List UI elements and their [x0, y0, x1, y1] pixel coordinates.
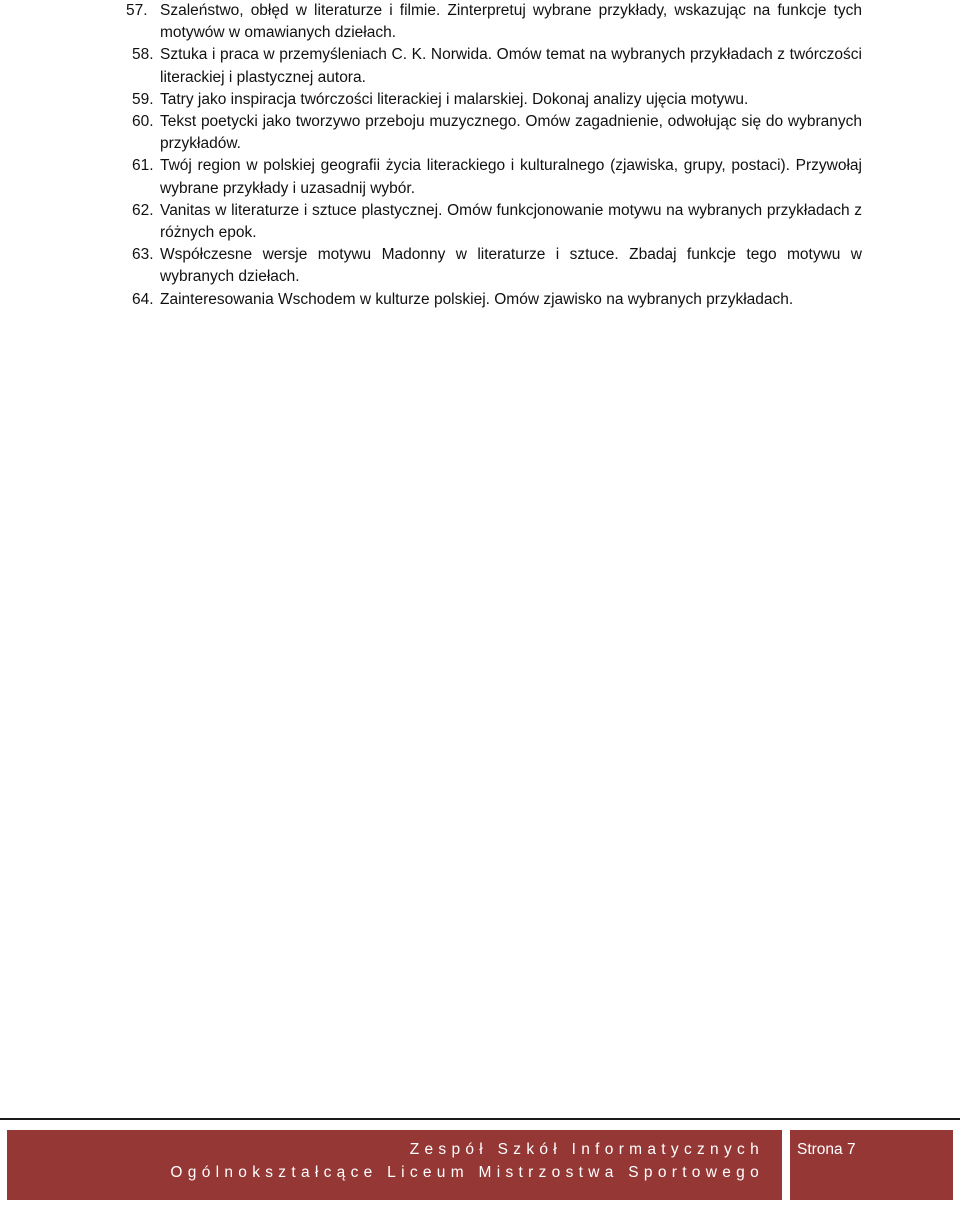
footer-bar [7, 1130, 953, 1200]
item-text: Szaleństwo, obłęd w literaturze i filmie. Zinterpretuj wybrane przykłady, wskazując na funkcje tych motywów w omawianych dziełach. [160, 2, 862, 42]
footer-divider [782, 1130, 790, 1200]
page-number: Strona 7 [797, 1141, 856, 1158]
list-item [126, 289, 862, 311]
item-number: 63. [132, 246, 154, 264]
topic-list [126, 0, 862, 311]
list-item [126, 44, 862, 88]
item-text: Tatry jako inspiracja twórczości literackiej i malarskiej. Dokonaj analizy ujęcia motywu. [160, 90, 749, 108]
item-text: Sztuka i praca w przemyśleniach C. K. Norwida. Omów temat na wybranych przykładach z twórczości literackiej i plastycznej autora. [160, 46, 862, 86]
school-name-line1: Zespół Szkół Informatycznych [409, 1141, 764, 1158]
list-item [126, 0, 862, 44]
item-number: 61. [132, 157, 154, 175]
item-text: Tekst poetycki jako tworzywo przeboju muzycznego. Omów zagadnienie, odwołując się do wybranych przykładów. [160, 113, 862, 153]
school-name [7, 1138, 764, 1184]
list-item [126, 89, 862, 111]
item-number: 57. [126, 2, 148, 19]
item-number: 64. [132, 290, 154, 308]
school-name-line2: Ogólnokształcące Liceum Mistrzostwa Sportowego [170, 1164, 764, 1181]
item-text: Twój region w polskiej geografii życia literackiego i kulturalnego (zjawiska, grupy, postaci). Przywołaj wybrane przykłady i uzasadnij wybór. [160, 157, 862, 197]
list-item [126, 155, 862, 199]
item-text: Vanitas w literaturze i sztuce plastycznej. Omów funkcjonowanie motywu na wybranych przykładach z różnych epok. [160, 201, 862, 242]
list-item [126, 244, 862, 288]
item-number: 62. [132, 201, 154, 219]
item-text: Zainteresowania Wschodem w kulturze polskiej. Omów zjawisko na wybranych przykładach. [160, 290, 794, 308]
item-number: 59. [132, 90, 154, 108]
list-item [126, 200, 862, 244]
item-number: 58. [132, 46, 154, 64]
item-number: 60. [132, 113, 154, 131]
list-item [126, 111, 862, 155]
page-footer [0, 1118, 960, 1210]
item-text: Współczesne wersje motywu Madonny w literaturze i sztuce. Zbadaj funkcje tego motywu w wybranych dziełach. [160, 246, 862, 286]
